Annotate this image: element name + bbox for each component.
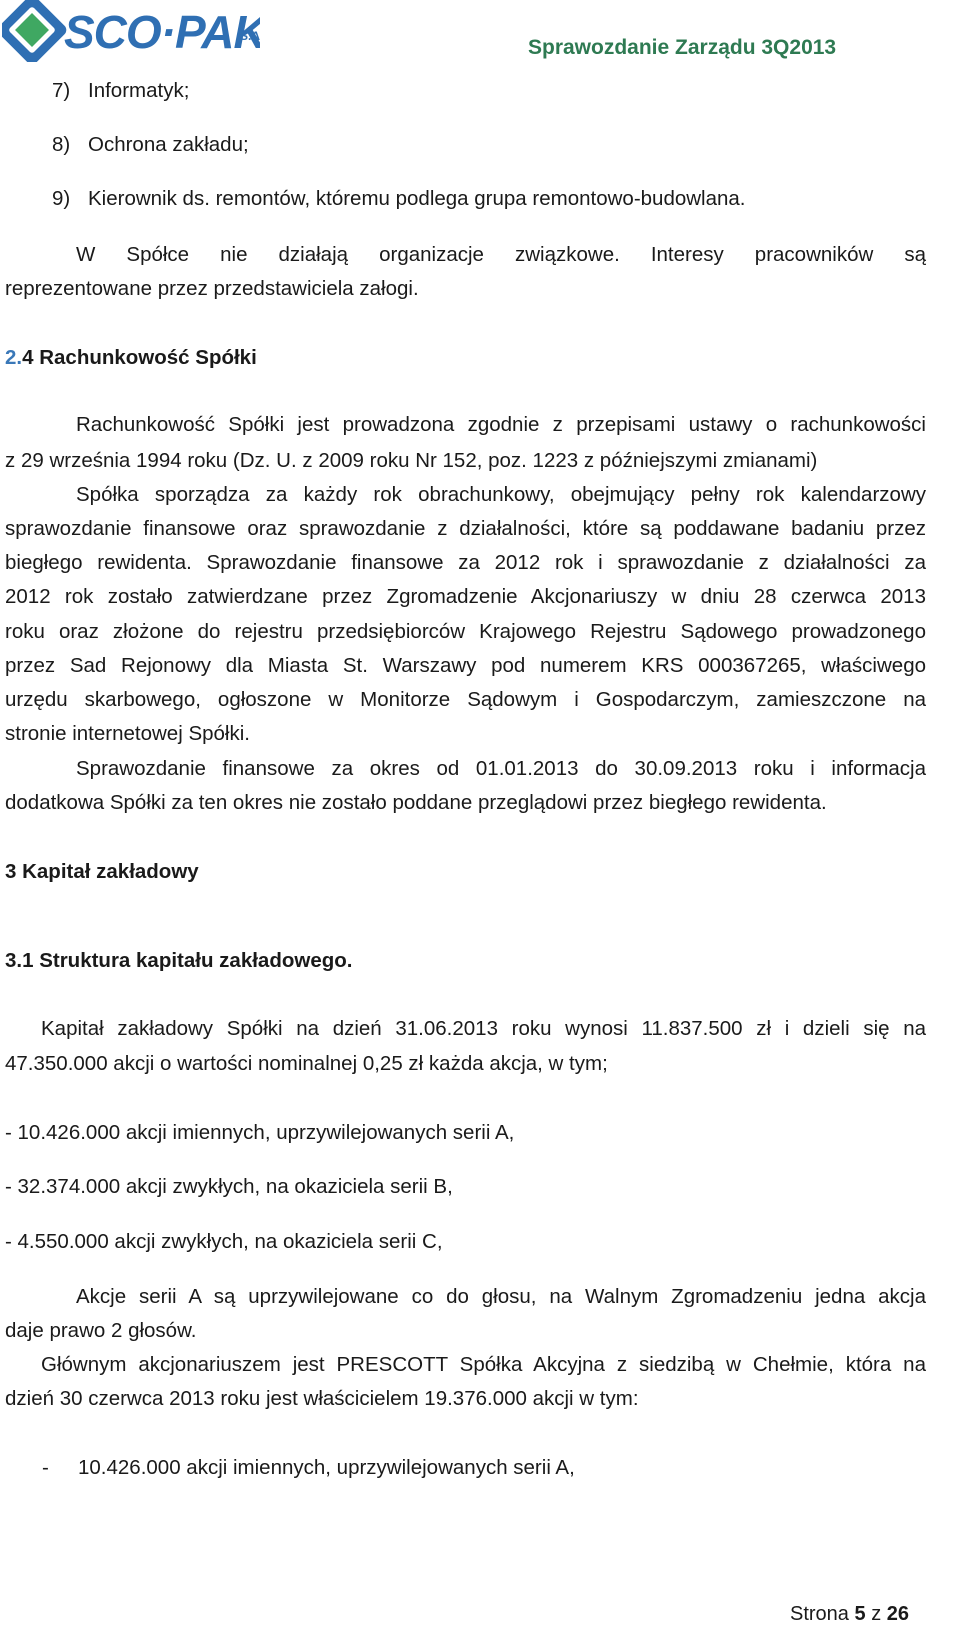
report-title: Sprawozdanie Zarządu 3Q2013 bbox=[528, 36, 837, 59]
accounting-line-2: z 29 września 1994 roku (Dz. U. z 2009 roku Nr 152, poz. 1223 z późniejszymi zmianami) bbox=[5, 449, 818, 472]
list-item-number: 8) bbox=[52, 133, 71, 156]
list-item-text: Kierownik ds. remontów, któremu podlega grupa remontowo-budowlana. bbox=[88, 187, 746, 210]
share-series-item: - 4.550.000 akcji zwykłych, na okaziciela serii C, bbox=[5, 1230, 443, 1253]
section-heading-3-1: 3.1 Struktura kapitału zakładowego. bbox=[5, 949, 353, 972]
paragraph-line: 2012 rok zostało zatwierdzane przez Zgromadzenie Akcjonariuszy w dniu 28 czerwca 2013 bbox=[5, 585, 926, 608]
list-item-number: 7) bbox=[52, 79, 71, 102]
section-number: 2. bbox=[5, 346, 23, 369]
accounting-line-1: Rachunkowość Spółki jest prowadzona zgodnie z przepisami ustawy o rachunkowości bbox=[76, 413, 926, 436]
paragraph-line: urzędu skarbowego, ogłoszone w Monitorze Sądowym i Gospodarczym, zamieszczone na bbox=[5, 688, 926, 711]
section-heading-3: 3 Kapitał zakładowy bbox=[5, 860, 199, 883]
list-item-text: Informatyk; bbox=[88, 79, 190, 102]
page-word: Strona bbox=[790, 1603, 849, 1625]
paragraph-line: biegłego rewidenta. Sprawozdanie finansowe za 2012 rok i sprawozdanie z działalności za bbox=[5, 551, 926, 574]
total-pages: 26 bbox=[886, 1603, 909, 1625]
paragraph-line: przez Sad Rejonowy dla Miasta St. Warszawy pod numerem KRS 000367265, właściwego bbox=[5, 654, 926, 677]
list-item bbox=[52, 187, 746, 211]
svg-text:S.A.: S.A bbox=[240, 29, 260, 43]
current-page: 5 bbox=[854, 1603, 866, 1625]
of-word: z bbox=[871, 1603, 882, 1625]
holding-text: 10.426.000 akcji imiennych, uprzywilejowanych serii A, bbox=[78, 1456, 575, 1479]
section-title: 4 Rachunkowość Spółki bbox=[22, 346, 257, 369]
list-item bbox=[52, 79, 190, 103]
unions-line-1: W Spółce nie działają organizacje związkowe. Interesy pracowników są bbox=[76, 243, 926, 266]
list-item-text: Ochrona zakładu; bbox=[88, 133, 249, 156]
paragraph-line: sprawozdanie finansowe oraz sprawozdanie z działalności, które są poddawane badaniu przez bbox=[5, 517, 926, 540]
paragraph-line: roku oraz złożone do rejestru przedsiębiorców Krajowego Rejestru Sądowego prowadzonego bbox=[5, 620, 926, 643]
shareholder-line-2: dzień 30 czerwca 2013 roku jest właścicielem 19.376.000 akcji w tym: bbox=[5, 1387, 639, 1410]
share-series-item: - 10.426.000 akcji imiennych, uprzywilejowanych serii A, bbox=[5, 1121, 515, 1144]
privilege-line-2: daje prawo 2 głosów. bbox=[5, 1319, 197, 1342]
paragraph-line: Sprawozdanie finansowe za okres od 01.01.2013 do 30.09.2013 roku i informacja bbox=[76, 757, 926, 780]
svg-text:SCO·PAK: SCO·PAK bbox=[64, 6, 260, 58]
holding-item bbox=[42, 1456, 575, 1480]
paragraph-line: stronie internetowej Spółki. bbox=[5, 722, 250, 745]
privilege-line-1: Akcje serii A są uprzywilejowane co do głosu, na Walnym Zgromadzeniu jedna akcja bbox=[76, 1285, 926, 1308]
paragraph-line: dodatkowa Spółki za ten okres nie zostało poddane przeglądowi przez biegłego rewidenta. bbox=[5, 791, 827, 814]
share-series-item: - 32.374.000 akcji zwykłych, na okaziciela serii B, bbox=[5, 1175, 453, 1198]
page-number bbox=[790, 1603, 909, 1625]
holding-dash: - bbox=[42, 1456, 49, 1479]
shareholder-line-1: Głównym akcjonariuszem jest PRESCOTT Spółka Akcyjna z siedzibą w Chełmie, która na bbox=[41, 1353, 926, 1376]
capital-line-2: 47.350.000 akcji o wartości nominalnej 0,25 zł każda akcja, w tym; bbox=[5, 1052, 608, 1075]
unions-line-2: reprezentowane przez przedstawiciela załogi. bbox=[5, 277, 419, 300]
paragraph-line: Spółka sporządza za każdy rok obrachunkowy, obejmujący pełny rok kalendarzowy bbox=[76, 483, 926, 506]
sco-pak-logo-graphic bbox=[2, 0, 260, 62]
list-item bbox=[52, 133, 249, 157]
section-heading-2-4 bbox=[5, 346, 257, 370]
capital-line-1: Kapitał zakładowy Spółki na dzień 31.06.2013 roku wynosi 11.837.500 zł i dzieli się na bbox=[41, 1017, 926, 1040]
list-item-number: 9) bbox=[52, 187, 71, 210]
company-logo bbox=[2, 0, 260, 62]
